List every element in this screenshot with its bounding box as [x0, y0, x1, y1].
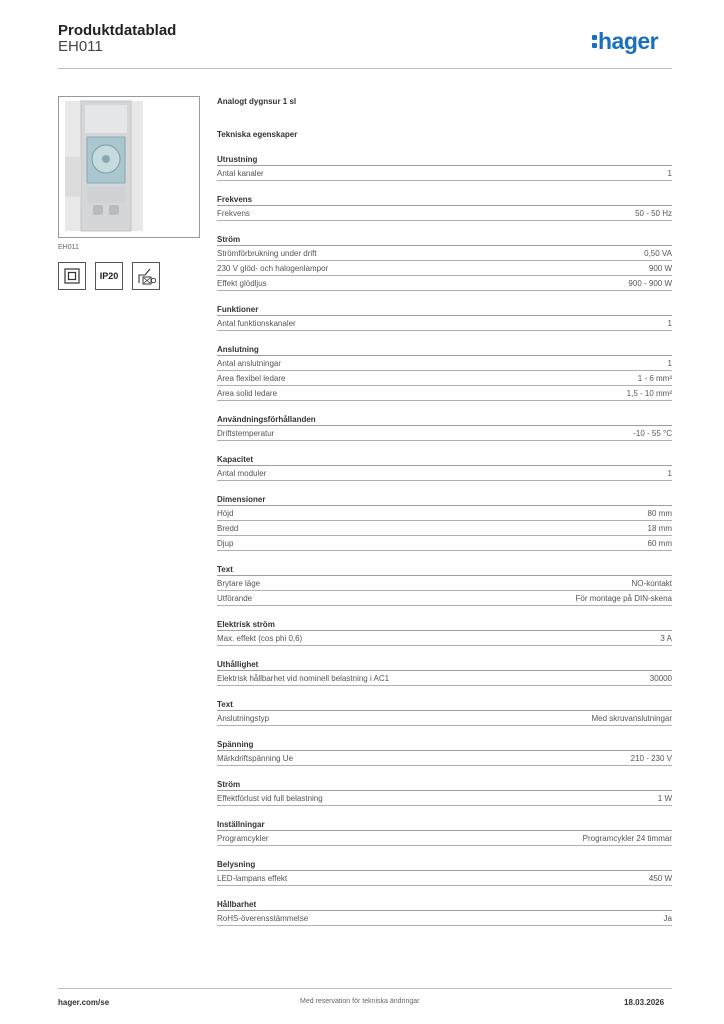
spec-label: Antal funktionskanaler: [217, 319, 296, 328]
spec-value: Ja: [663, 914, 672, 923]
spec-section: [217, 859, 672, 886]
ip20-rating-icon: [95, 262, 123, 290]
section-title: Frekvens: [217, 195, 253, 204]
spec-row: [217, 206, 672, 221]
product-image: [59, 97, 199, 237]
spec-label: Antal moduler: [217, 469, 267, 478]
product-image-frame: [58, 96, 200, 238]
spec-value: 210 - 230 V: [630, 754, 672, 763]
spec-label: Frekvens: [217, 209, 250, 218]
spec-value: 900 W: [648, 264, 672, 273]
spec-row: [217, 246, 672, 261]
spec-label: Area flexibel ledare: [217, 374, 286, 383]
spec-value: Med skruvanslutningar: [591, 714, 672, 723]
spec-row: [217, 316, 672, 331]
spec-label: Effektförlust vid full belastning: [217, 794, 323, 803]
spec-value: -10 - 55 °C: [633, 429, 672, 438]
section-title: Hållbarhet: [217, 900, 257, 909]
spec-sections: [217, 154, 672, 926]
spec-section: [217, 154, 672, 181]
section-title: Kapacitet: [217, 455, 254, 464]
spec-section: [217, 739, 672, 766]
spec-row: [217, 166, 672, 181]
spec-value: 50 - 50 Hz: [635, 209, 672, 218]
spec-section: [217, 819, 672, 846]
spec-label: Max. effekt (cos phi 0,6): [217, 634, 303, 643]
section-title: Dimensioner: [217, 495, 266, 504]
spec-label: Driftstemperatur: [217, 429, 275, 438]
page-title: Produktdatablad: [58, 22, 177, 39]
spec-row: [217, 591, 672, 606]
spec-label: Strömförbrukning under drift: [217, 249, 317, 258]
spec-value: Programcykler 24 timmar: [582, 834, 672, 843]
section-title: Uthållighet: [217, 660, 259, 669]
spec-section: [217, 699, 672, 726]
product-reference: EH011: [58, 38, 103, 55]
section-title: Ström: [217, 780, 241, 789]
spec-value: 3 A: [660, 634, 672, 643]
spec-section: [217, 194, 672, 221]
spec-row: [217, 276, 672, 291]
spec-row: [217, 386, 672, 401]
spec-label: Programcykler: [217, 834, 269, 843]
spec-label: Anslutningstyp: [217, 714, 270, 723]
spec-section: [217, 659, 672, 686]
section-title: Text: [217, 565, 233, 574]
spec-section: [217, 619, 672, 646]
spec-row: [217, 261, 672, 276]
section-title: Text: [217, 700, 233, 709]
spec-value: 30000: [649, 674, 672, 683]
spec-section: [217, 899, 672, 926]
section-title: Användningsförhållanden: [217, 415, 316, 424]
spec-label: Djup: [217, 539, 234, 548]
spec-label: RoHS-överensstämmelse: [217, 914, 309, 923]
class-ii-symbol-icon: [58, 262, 86, 290]
spec-value: 1: [667, 169, 672, 178]
spec-row: [217, 711, 672, 726]
spec-value: 1: [667, 469, 672, 478]
spec-row: [217, 536, 672, 551]
spec-label: Brytare läge: [217, 579, 261, 588]
spec-row: [217, 576, 672, 591]
spec-row: [217, 521, 672, 536]
spec-value: 450 W: [648, 874, 672, 883]
spec-section: [217, 304, 672, 331]
header-divider: [58, 68, 672, 69]
section-title: Utrustning: [217, 155, 258, 164]
timer-switch-symbol-icon: [132, 262, 160, 290]
spec-row: [217, 631, 672, 646]
product-name: Analogt dygnsur 1 sl: [217, 97, 297, 106]
spec-row: [217, 506, 672, 521]
spec-row: [217, 751, 672, 766]
spec-value: NO-kontakt: [631, 579, 672, 588]
footer-disclaimer: Med reservation för tekniska ändringar: [300, 998, 420, 1005]
section-title: Inställningar: [217, 820, 265, 829]
spec-label: Märkdriftspänning Ue: [217, 754, 294, 763]
spec-row: [217, 911, 672, 926]
footer-website: hager.com/se: [58, 998, 110, 1007]
spec-section: [217, 344, 672, 401]
spec-value: 1,5 - 10 mm²: [626, 389, 672, 398]
ip20-label: IP20: [99, 271, 119, 281]
spec-label: Antal anslutningar: [217, 359, 282, 368]
spec-label: LED-lampans effekt: [217, 874, 288, 883]
spec-section: [217, 779, 672, 806]
footer-date: 18.03.2026: [624, 998, 665, 1007]
tech-heading: Tekniska egenskaper: [217, 130, 298, 139]
spec-section: [217, 564, 672, 606]
specification-content: [217, 96, 672, 926]
spec-row: [217, 871, 672, 886]
hager-logo: [592, 28, 658, 55]
footer-divider: [58, 988, 672, 989]
spec-label: Antal kanaler: [217, 169, 264, 178]
spec-label: Area solid ledare: [217, 389, 278, 398]
section-title: Anslutning: [217, 345, 259, 354]
spec-value: 80 mm: [647, 509, 672, 518]
spec-row: [217, 791, 672, 806]
spec-section: [217, 414, 672, 441]
section-title: Elektrisk ström: [217, 620, 275, 629]
spec-value: 0,50 VA: [644, 249, 672, 258]
product-image-caption: EH011: [58, 244, 79, 251]
spec-label: 230 V glöd- och halogenlampor: [217, 264, 329, 273]
spec-label: Utförande: [217, 594, 253, 603]
spec-row: [217, 466, 672, 481]
section-title: Ström: [217, 235, 241, 244]
section-title: Belysning: [217, 860, 256, 869]
spec-section: [217, 234, 672, 291]
spec-row: [217, 356, 672, 371]
section-title: Spänning: [217, 740, 254, 749]
spec-row: [217, 831, 672, 846]
spec-value: 60 mm: [647, 539, 672, 548]
spec-label: Effekt glödljus: [217, 279, 267, 288]
spec-value: 1: [667, 319, 672, 328]
spec-label: Elektrisk hållbarhet vid nominell belastning i AC1: [217, 674, 390, 683]
spec-label: Höjd: [217, 509, 234, 518]
spec-value: 1: [667, 359, 672, 368]
spec-value: För montage på DIN-skena: [575, 594, 672, 603]
spec-section: [217, 494, 672, 551]
spec-section: [217, 454, 672, 481]
spec-value: 18 mm: [647, 524, 672, 533]
section-title: Funktioner: [217, 305, 259, 314]
spec-row: [217, 371, 672, 386]
spec-value: 900 - 900 W: [628, 279, 672, 288]
spec-row: [217, 426, 672, 441]
spec-label: Bredd: [217, 524, 239, 533]
logo-text: hager: [598, 28, 659, 54]
spec-value: 1 W: [657, 794, 672, 803]
spec-row: [217, 671, 672, 686]
spec-value: 1 - 6 mm²: [637, 374, 672, 383]
